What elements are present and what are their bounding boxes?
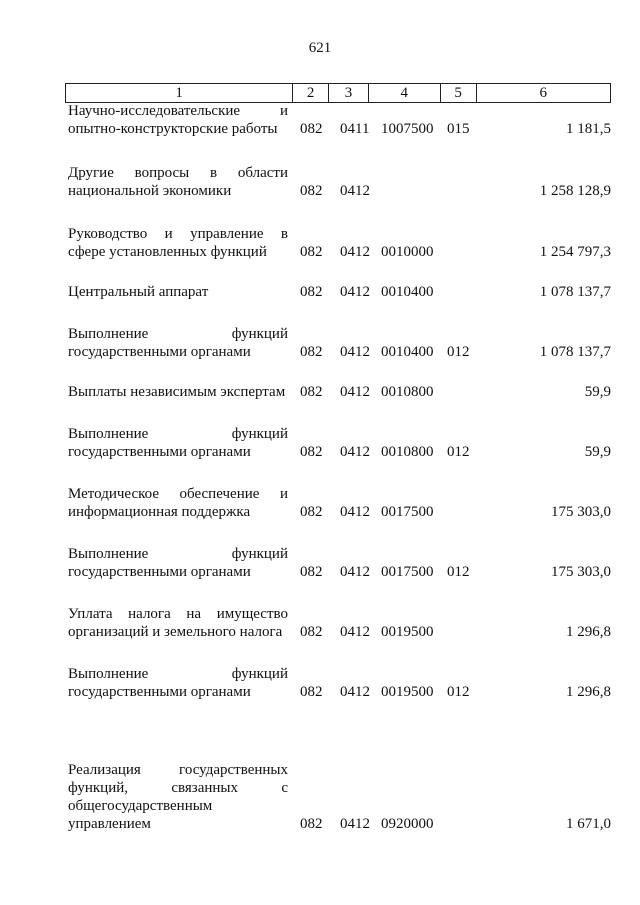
table-row [65, 325, 611, 361]
table-row [65, 761, 611, 833]
cell-col-3: 0412 [340, 504, 370, 520]
cell-col-6: 175 303,0 [551, 564, 611, 580]
cell-col-3: 0412 [340, 624, 370, 640]
description-line: Выполнение функций [68, 426, 288, 442]
table-row [65, 383, 611, 401]
cell-col-4: 0017500 [381, 564, 434, 580]
description-line: функций, связанных с [68, 780, 288, 796]
description-line: Выплаты независимым экспертам [68, 384, 286, 400]
cell-col-6: 1 296,8 [566, 684, 611, 700]
cell-col-2: 082 [300, 284, 323, 300]
description-line: государственными органами [68, 564, 251, 580]
table-row [65, 665, 611, 701]
description-line: Реализация государственных [68, 762, 288, 778]
cell-col-2: 082 [300, 444, 323, 460]
cell-col-3: 0412 [340, 284, 370, 300]
cell-col-6: 59,9 [584, 444, 611, 460]
cell-col-4: 0019500 [381, 624, 434, 640]
table-row [65, 545, 611, 581]
row-description [68, 225, 288, 261]
cell-col-4: 0017500 [381, 504, 434, 520]
cell-col-5: 012 [447, 344, 470, 360]
cell-col-3: 0412 [340, 684, 370, 700]
header-col-2: 2 [293, 84, 329, 102]
description-line: управлением [68, 816, 151, 832]
table-row [65, 485, 611, 521]
header-col-3: 3 [329, 84, 369, 102]
row-description [68, 325, 288, 361]
row-description [68, 485, 288, 521]
description-line: Центральный аппарат [68, 284, 209, 300]
row-description [68, 164, 288, 200]
description-line: опытно-конструкторские работы [68, 121, 278, 137]
cell-col-4: 0010400 [381, 284, 434, 300]
description-line: Другие вопросы в области [68, 165, 288, 181]
description-line: государственными органами [68, 344, 251, 360]
cell-col-5: 012 [447, 564, 470, 580]
description-line: Выполнение функций [68, 546, 288, 562]
table-row [65, 425, 611, 461]
cell-col-4: 0010800 [381, 384, 434, 400]
cell-col-2: 082 [300, 344, 323, 360]
cell-col-3: 0412 [340, 183, 370, 199]
description-line: сфере установленных функций [68, 244, 267, 260]
description-line: государственными органами [68, 684, 251, 700]
row-description [68, 761, 288, 833]
cell-col-3: 0412 [340, 344, 370, 360]
row-description [68, 605, 288, 641]
cell-col-5: 015 [447, 121, 470, 137]
table-row [65, 164, 611, 200]
row-description [68, 102, 288, 138]
description-line: Уплата налога на имущество [68, 606, 288, 622]
description-line: национальной экономики [68, 183, 232, 199]
cell-col-6: 1 671,0 [566, 816, 611, 832]
page-number: 621 [308, 40, 332, 56]
cell-col-2: 082 [300, 504, 323, 520]
cell-col-2: 082 [300, 384, 323, 400]
header-col-6: 6 [539, 84, 547, 101]
cell-col-3: 0412 [340, 244, 370, 260]
row-description [68, 545, 288, 581]
cell-col-6: 1 258 128,9 [539, 183, 611, 199]
cell-col-3: 0411 [340, 121, 370, 137]
cell-col-6: 1 296,8 [566, 624, 611, 640]
cell-col-4: 0010400 [381, 344, 434, 360]
row-description [68, 665, 288, 701]
header-col-4: 4 [369, 84, 441, 102]
table-header [65, 83, 611, 103]
cell-col-4: 1007500 [381, 121, 434, 137]
header-col-5: 5 [441, 84, 477, 102]
cell-col-4: 0019500 [381, 684, 434, 700]
row-description [68, 283, 288, 301]
cell-col-4: 0010800 [381, 444, 434, 460]
row-description [68, 425, 288, 461]
table-row [65, 102, 611, 138]
row-description [68, 383, 288, 401]
cell-col-6: 1 078 137,7 [539, 284, 611, 300]
description-line: Научно-исследовательские и [68, 103, 288, 119]
cell-col-3: 0412 [340, 384, 370, 400]
description-line: Выполнение функций [68, 666, 288, 682]
description-line: Руководство и управление в [68, 226, 288, 242]
description-line: Выполнение функций [68, 326, 288, 342]
cell-col-2: 082 [300, 564, 323, 580]
cell-col-5: 012 [447, 444, 470, 460]
description-line: общегосударственным [68, 798, 213, 814]
cell-col-2: 082 [300, 244, 323, 260]
cell-col-2: 082 [300, 121, 323, 137]
cell-col-6: 59,9 [584, 384, 611, 400]
table-row [65, 605, 611, 641]
cell-col-3: 0412 [340, 564, 370, 580]
cell-col-3: 0412 [340, 444, 370, 460]
cell-col-6: 175 303,0 [551, 504, 611, 520]
cell-col-2: 082 [300, 624, 323, 640]
description-line: организаций и земельного налога [68, 624, 283, 640]
description-line: государственными органами [68, 444, 251, 460]
cell-col-6: 1 254 797,3 [539, 244, 611, 260]
cell-col-2: 082 [300, 684, 323, 700]
cell-col-2: 082 [300, 816, 323, 832]
cell-col-4: 0920000 [381, 816, 434, 832]
cell-col-2: 082 [300, 183, 323, 199]
cell-col-5: 012 [447, 684, 470, 700]
cell-col-6: 1 078 137,7 [539, 344, 611, 360]
table-row [65, 225, 611, 261]
description-line: информационная поддержка [68, 504, 251, 520]
cell-col-4: 0010000 [381, 244, 434, 260]
header-col-1: 1 [66, 84, 293, 102]
cell-col-6: 1 181,5 [566, 121, 611, 137]
cell-col-3: 0412 [340, 816, 370, 832]
table-row [65, 283, 611, 301]
description-line: Методическое обеспечение и [68, 486, 288, 502]
